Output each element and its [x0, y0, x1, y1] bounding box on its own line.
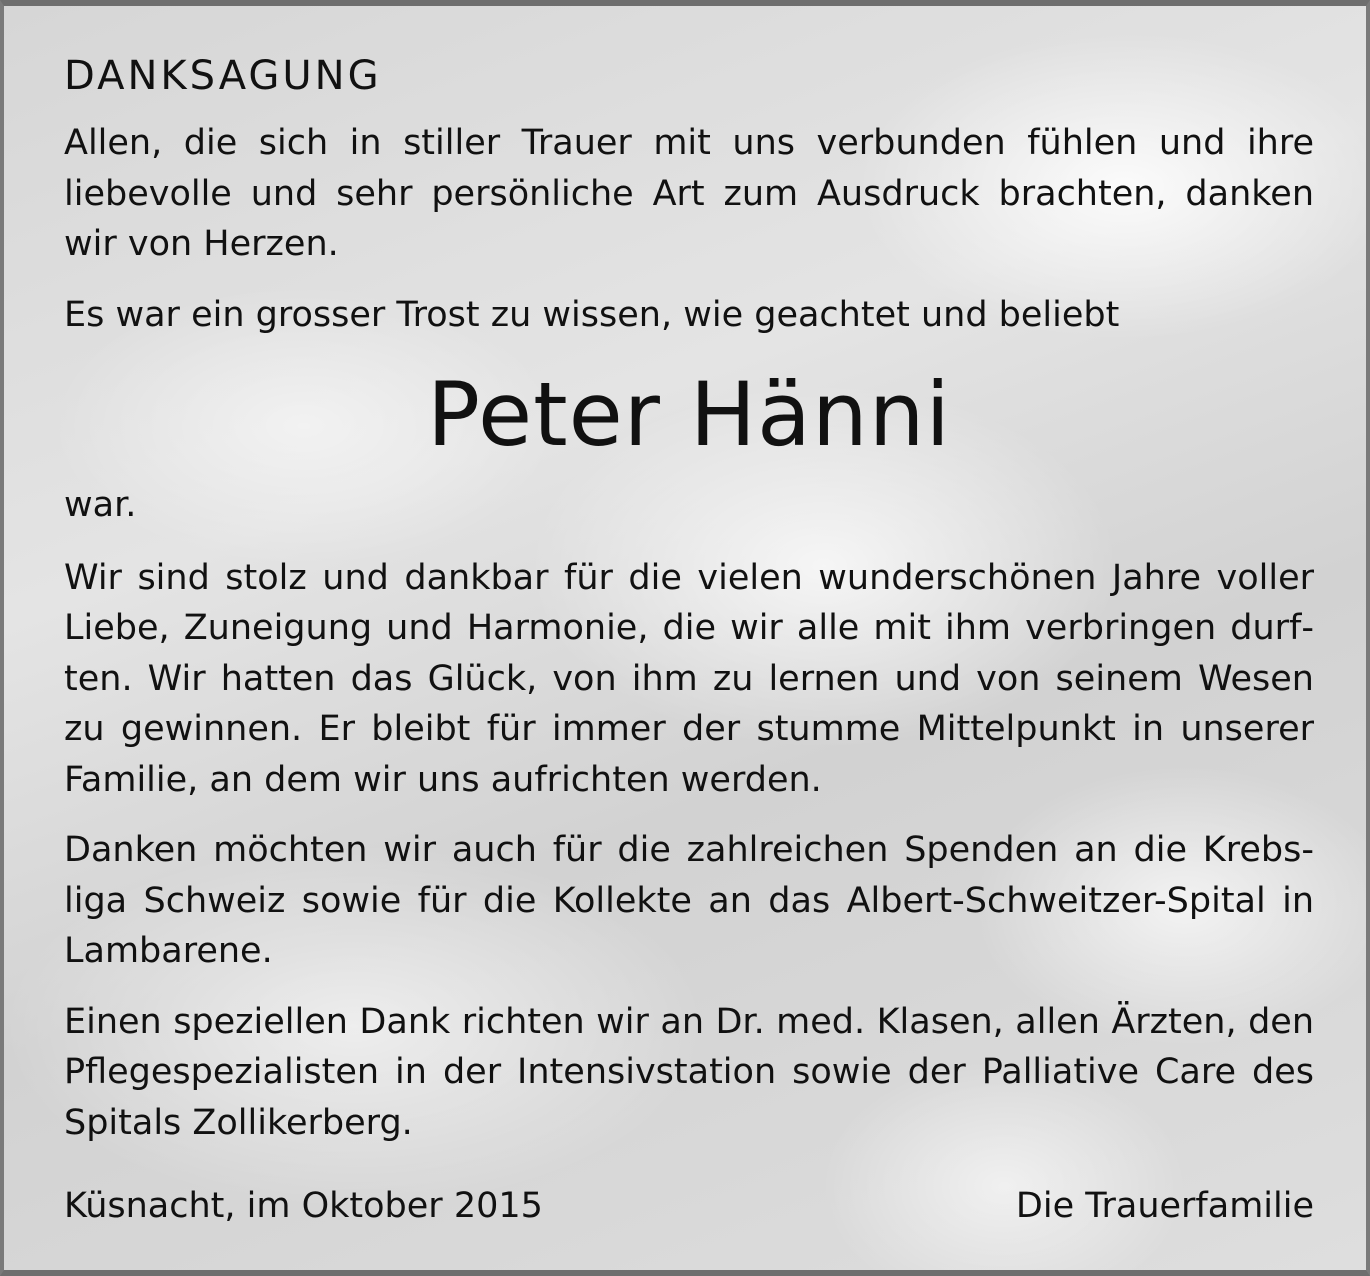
signature: Die Trauerfamilie [1015, 1186, 1314, 1226]
donations-paragraph: Danken möchten wir auch für die zahlreichen Spenden an die Krebsliga Schweiz sowie für die Kollekte an das Albert-Schweitzer-Spital in Lambarene. [64, 830, 1314, 971]
trost-paragraph: Es war ein grosser Trost zu wissen, wie geachtet und beliebt [64, 294, 1120, 335]
place-date: Küsnacht, im Oktober 2015 [64, 1186, 543, 1226]
special-thanks-paragraph: Einen speziellen Dank richten wir an Dr. med. Klasen, allen Ärzten, den Pflegespezialisten in der Intensivstation sowie der Palliative Care des Spitals Zollikerberg. [64, 1001, 1314, 1143]
notice-body [64, 46, 1314, 1148]
notice-footer [64, 1181, 1314, 1231]
deceased-name: Peter Hänni [427, 363, 951, 466]
gratitude-paragraph: Wir sind stolz und dankbar für die vielen wunderschönen Jahre voller Liebe, Zuneigung und Harmonie, die wir alle mit ihm verbringen durften. Wir hatten das Glück, von ihm zu lernen und von seinem Wesen zu gewinnen. Er bleibt für immer der stumme Mittelpunkt in unserer Familie, an dem wir uns aufrichten werden. [64, 557, 1314, 800]
intro-paragraph: Allen, die sich in stiller Trauer mit uns verbunden fühlen und ihre liebevolle und sehr persönliche Art zum Ausdruck brachten, danken wir von Herzen. [64, 123, 1314, 264]
notice-heading: DANKSAGUNG [64, 53, 382, 99]
war-line: war. [64, 485, 137, 525]
